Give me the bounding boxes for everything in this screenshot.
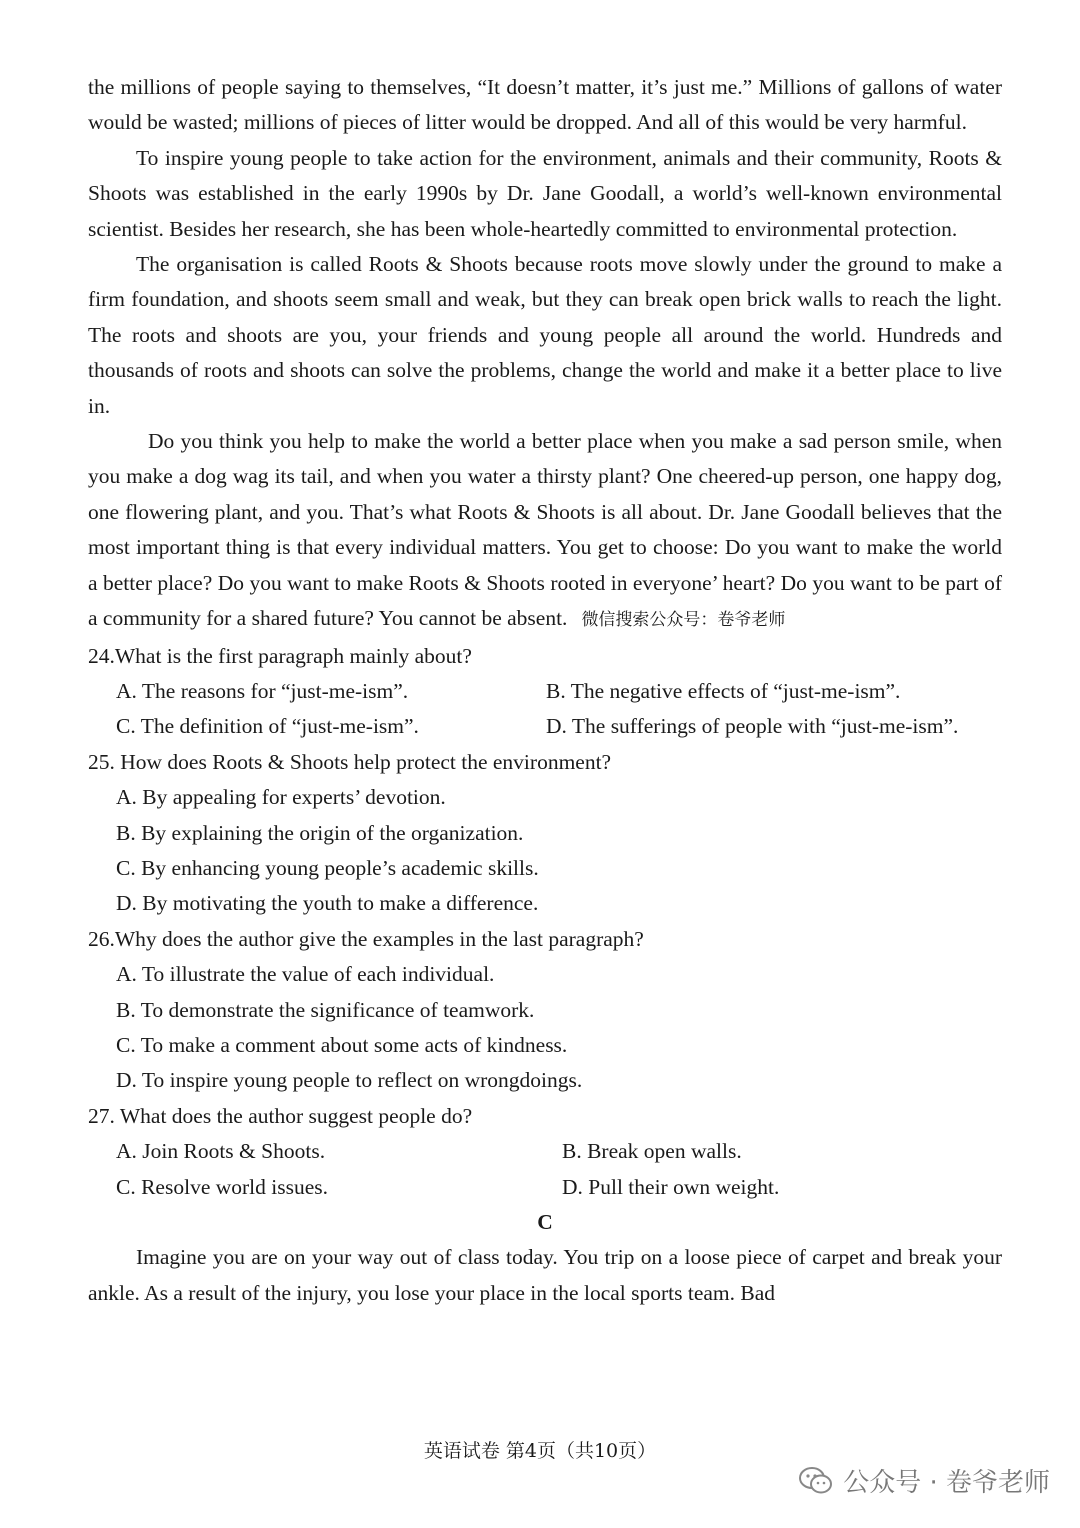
question-24-options-row-2 bbox=[88, 709, 1002, 744]
question-27-option-c: C. Resolve world issues. bbox=[116, 1174, 329, 1199]
question-24-option-d: D. The sufferings of people with “just-me-ism”. bbox=[546, 714, 959, 739]
question-24-option-c: C. The definition of “just-me-ism”. bbox=[116, 714, 419, 739]
question-26-option-b: B. To demonstrate the significance of teamwork. bbox=[116, 997, 535, 1022]
question-24-option-b: B. The negative effects of “just-me-ism”. bbox=[546, 678, 901, 703]
question-27-stem: 27. What does the author suggest people do? bbox=[88, 1103, 473, 1128]
question-26-stem: 26.Why does the author give the examples in the last paragraph? bbox=[88, 926, 644, 951]
watermark-text: 微信搜索公众号：卷爷老师 bbox=[581, 610, 786, 631]
passage-paragraph-2: The organisation is called Roots & Shoots because roots move slowly under the ground to make a firm foundation, and shoots seem small and weak, but they can break open brick walls to reach the light. The roots and shoots are you, your friends and young people all around the world. Hundreds and thousands of roots and shoots can solve the problems, change the world and make it a better place to live in. bbox=[88, 252, 1002, 418]
question-27-options-row-2 bbox=[88, 1170, 1002, 1205]
question-25-option-a: A. By appealing for experts’ devotion. bbox=[116, 785, 446, 810]
question-25-stem: 25. How does Roots & Shoots help protect the environment? bbox=[88, 749, 612, 774]
section-c-paragraph-1: Imagine you are on your way out of class today. You trip on a loose piece of carpet and break your ankle. As a result of the injury, you lose your place in the local sports team. Bad bbox=[88, 1245, 1002, 1305]
page-footer: 英语试卷 第4页（共10页） bbox=[423, 1440, 657, 1462]
question-24-stem: 24.What is the first paragraph mainly about? bbox=[88, 643, 472, 668]
question-25-option-c: C. By enhancing young people’s academic skills. bbox=[116, 855, 539, 880]
wechat-brand-badge bbox=[799, 1462, 1050, 1499]
question-27-option-d: D. Pull their own weight. bbox=[562, 1174, 780, 1199]
passage-paragraph-3-text: Do you think you help to make the world a better place when you make a sad person smile, when you make a dog wag its tail, and when you water a thirsty plant? One cheered-up person, one happy dog, one flowering plant, and you. That’s what Roots & Shoots is all about. Dr. Jane Goodall believes that the most important thing is that every individual matters. You get to choose: Do you want to make the world a better place? Do you want to make Roots & Shoots rooted in everyone’ heart? Do you want to be part of a community for a shared future? You cannot be absent. bbox=[88, 429, 1002, 631]
question-26-option-c: C. To make a comment about some acts of kindness. bbox=[116, 1032, 568, 1057]
question-27-option-b: B. Break open walls. bbox=[562, 1139, 742, 1164]
section-c-heading: C bbox=[537, 1210, 553, 1234]
passage-paragraph-3 bbox=[88, 424, 1002, 638]
question-25-option-d: D. By motivating the youth to make a difference. bbox=[116, 891, 539, 916]
question-27-option-a: A. Join Roots & Shoots. bbox=[116, 1139, 326, 1164]
question-26-option-d: D. To inspire young people to reflect on wrongdoings. bbox=[116, 1068, 583, 1093]
question-26-option-a: A. To illustrate the value of each individual. bbox=[116, 962, 495, 987]
wechat-icon bbox=[799, 1466, 833, 1496]
question-27-options-row-1 bbox=[88, 1134, 1002, 1169]
passage-paragraph-0: the millions of people saying to themselves, “It doesn’t matter, it’s just me.” Millions of gallons of water would be wasted; millions of pieces of litter would be dropped. And all of this would be very harmful. bbox=[88, 75, 1002, 135]
question-25-option-b: B. By explaining the origin of the organization. bbox=[116, 820, 524, 845]
exam-page bbox=[88, 70, 1002, 1311]
passage-paragraph-1: To inspire young people to take action for the environment, animals and their community, Roots & Shoots was established in the early 1990s by Dr. Jane Goodall, a world’s well-known environmental scientist. Besides her research, she has been whole-heartedly committed to environmental protection. bbox=[88, 145, 1002, 241]
question-24-option-a: A. The reasons for “just-me-ism”. bbox=[116, 678, 409, 703]
question-24-options-row-1 bbox=[88, 674, 1002, 709]
brand-text: 公众号 · 卷爷老师 bbox=[843, 1468, 1050, 1498]
